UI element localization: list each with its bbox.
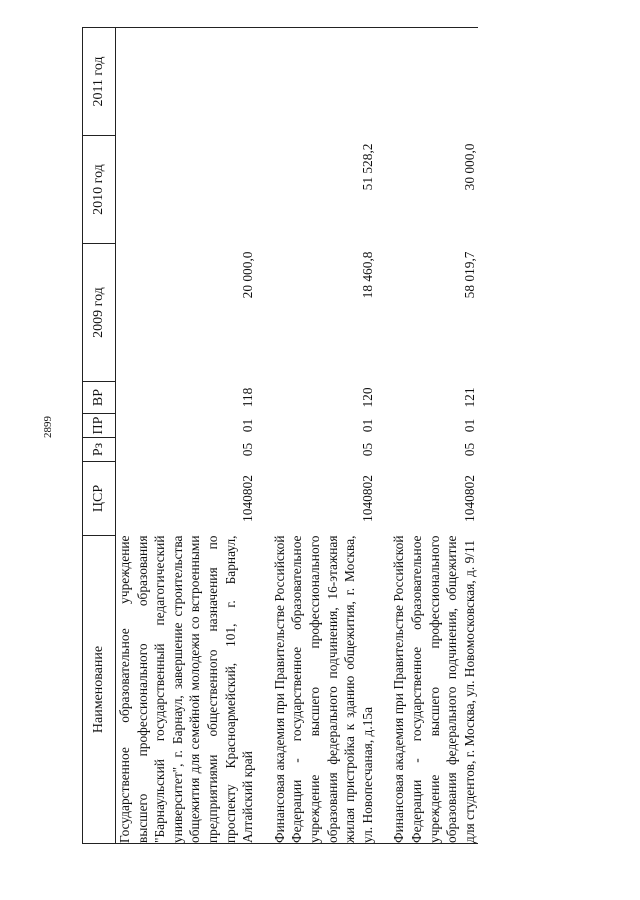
header-rz: Рз <box>83 438 116 462</box>
row-vr: 118 <box>240 387 256 408</box>
row-vr: 120 <box>359 387 375 408</box>
header-name: Наименование <box>83 536 116 844</box>
row-2011 <box>116 28 257 136</box>
header-vr: ВР <box>83 382 116 414</box>
row-pr: 01 <box>461 418 477 433</box>
row-2010: 51 528,2 <box>359 143 375 191</box>
row-pr: 01 <box>359 418 375 433</box>
row-2011 <box>257 28 377 136</box>
row-name: Государственное образовательное учреждение высшего профессионального образования "Барнаульский государственный педагогический университет", г. Барнаул, завершение строительства общежития для семейной молодежи со встроенными предприятиями общественного назначения по проспекту Красноармейский, 101, г. Барнаул, Алтайский край <box>117 535 256 843</box>
header-2009: 2009 год <box>83 244 116 382</box>
row-csr: 1040802 <box>461 475 477 522</box>
header-2011: 2011 год <box>83 28 116 136</box>
row-vr: 121 <box>461 387 477 408</box>
page-number: 2899 <box>42 416 54 438</box>
table-header-row <box>83 28 116 844</box>
row-2009: 20 000,0 <box>240 251 256 299</box>
row-rz: 05 <box>461 442 477 457</box>
row-name: Финансовая академия при Правительстве Российской Федерации - государственное образовательное учреждение высшего профессионального образования федерального подчинения, общежитие для студентов, г. Москва, ул. Новомосковская, д. 9/11 <box>376 536 478 844</box>
row-2009: 18 460,8 <box>359 251 375 299</box>
row-csr: 1040802 <box>359 475 375 522</box>
budget-table <box>82 27 478 844</box>
table-row <box>116 28 257 844</box>
header-pr: ПР <box>83 414 116 438</box>
budget-table-page <box>82 28 570 844</box>
table-row <box>257 28 377 844</box>
header-csr: ЦСР <box>83 462 116 536</box>
table-row <box>376 28 478 844</box>
row-rz: 05 <box>359 442 375 457</box>
row-2011 <box>376 28 478 136</box>
row-name: Финансовая академия при Правительстве Российской Федерации - государственное образовательное учреждение высшего профессионального образования федерального подчинения, 16-этажная жилая пристройка к зданию общежития, г. Москва, ул. Новопесчаная, д.15а <box>257 536 377 844</box>
row-rz: 05 <box>240 442 256 457</box>
header-2010: 2010 год <box>83 136 116 244</box>
row-csr: 1040802 <box>240 475 256 522</box>
row-2010 <box>116 136 257 244</box>
row-2010: 30 000,0 <box>461 143 477 191</box>
row-pr: 01 <box>240 418 256 433</box>
row-2009: 58 019,7 <box>461 251 477 299</box>
